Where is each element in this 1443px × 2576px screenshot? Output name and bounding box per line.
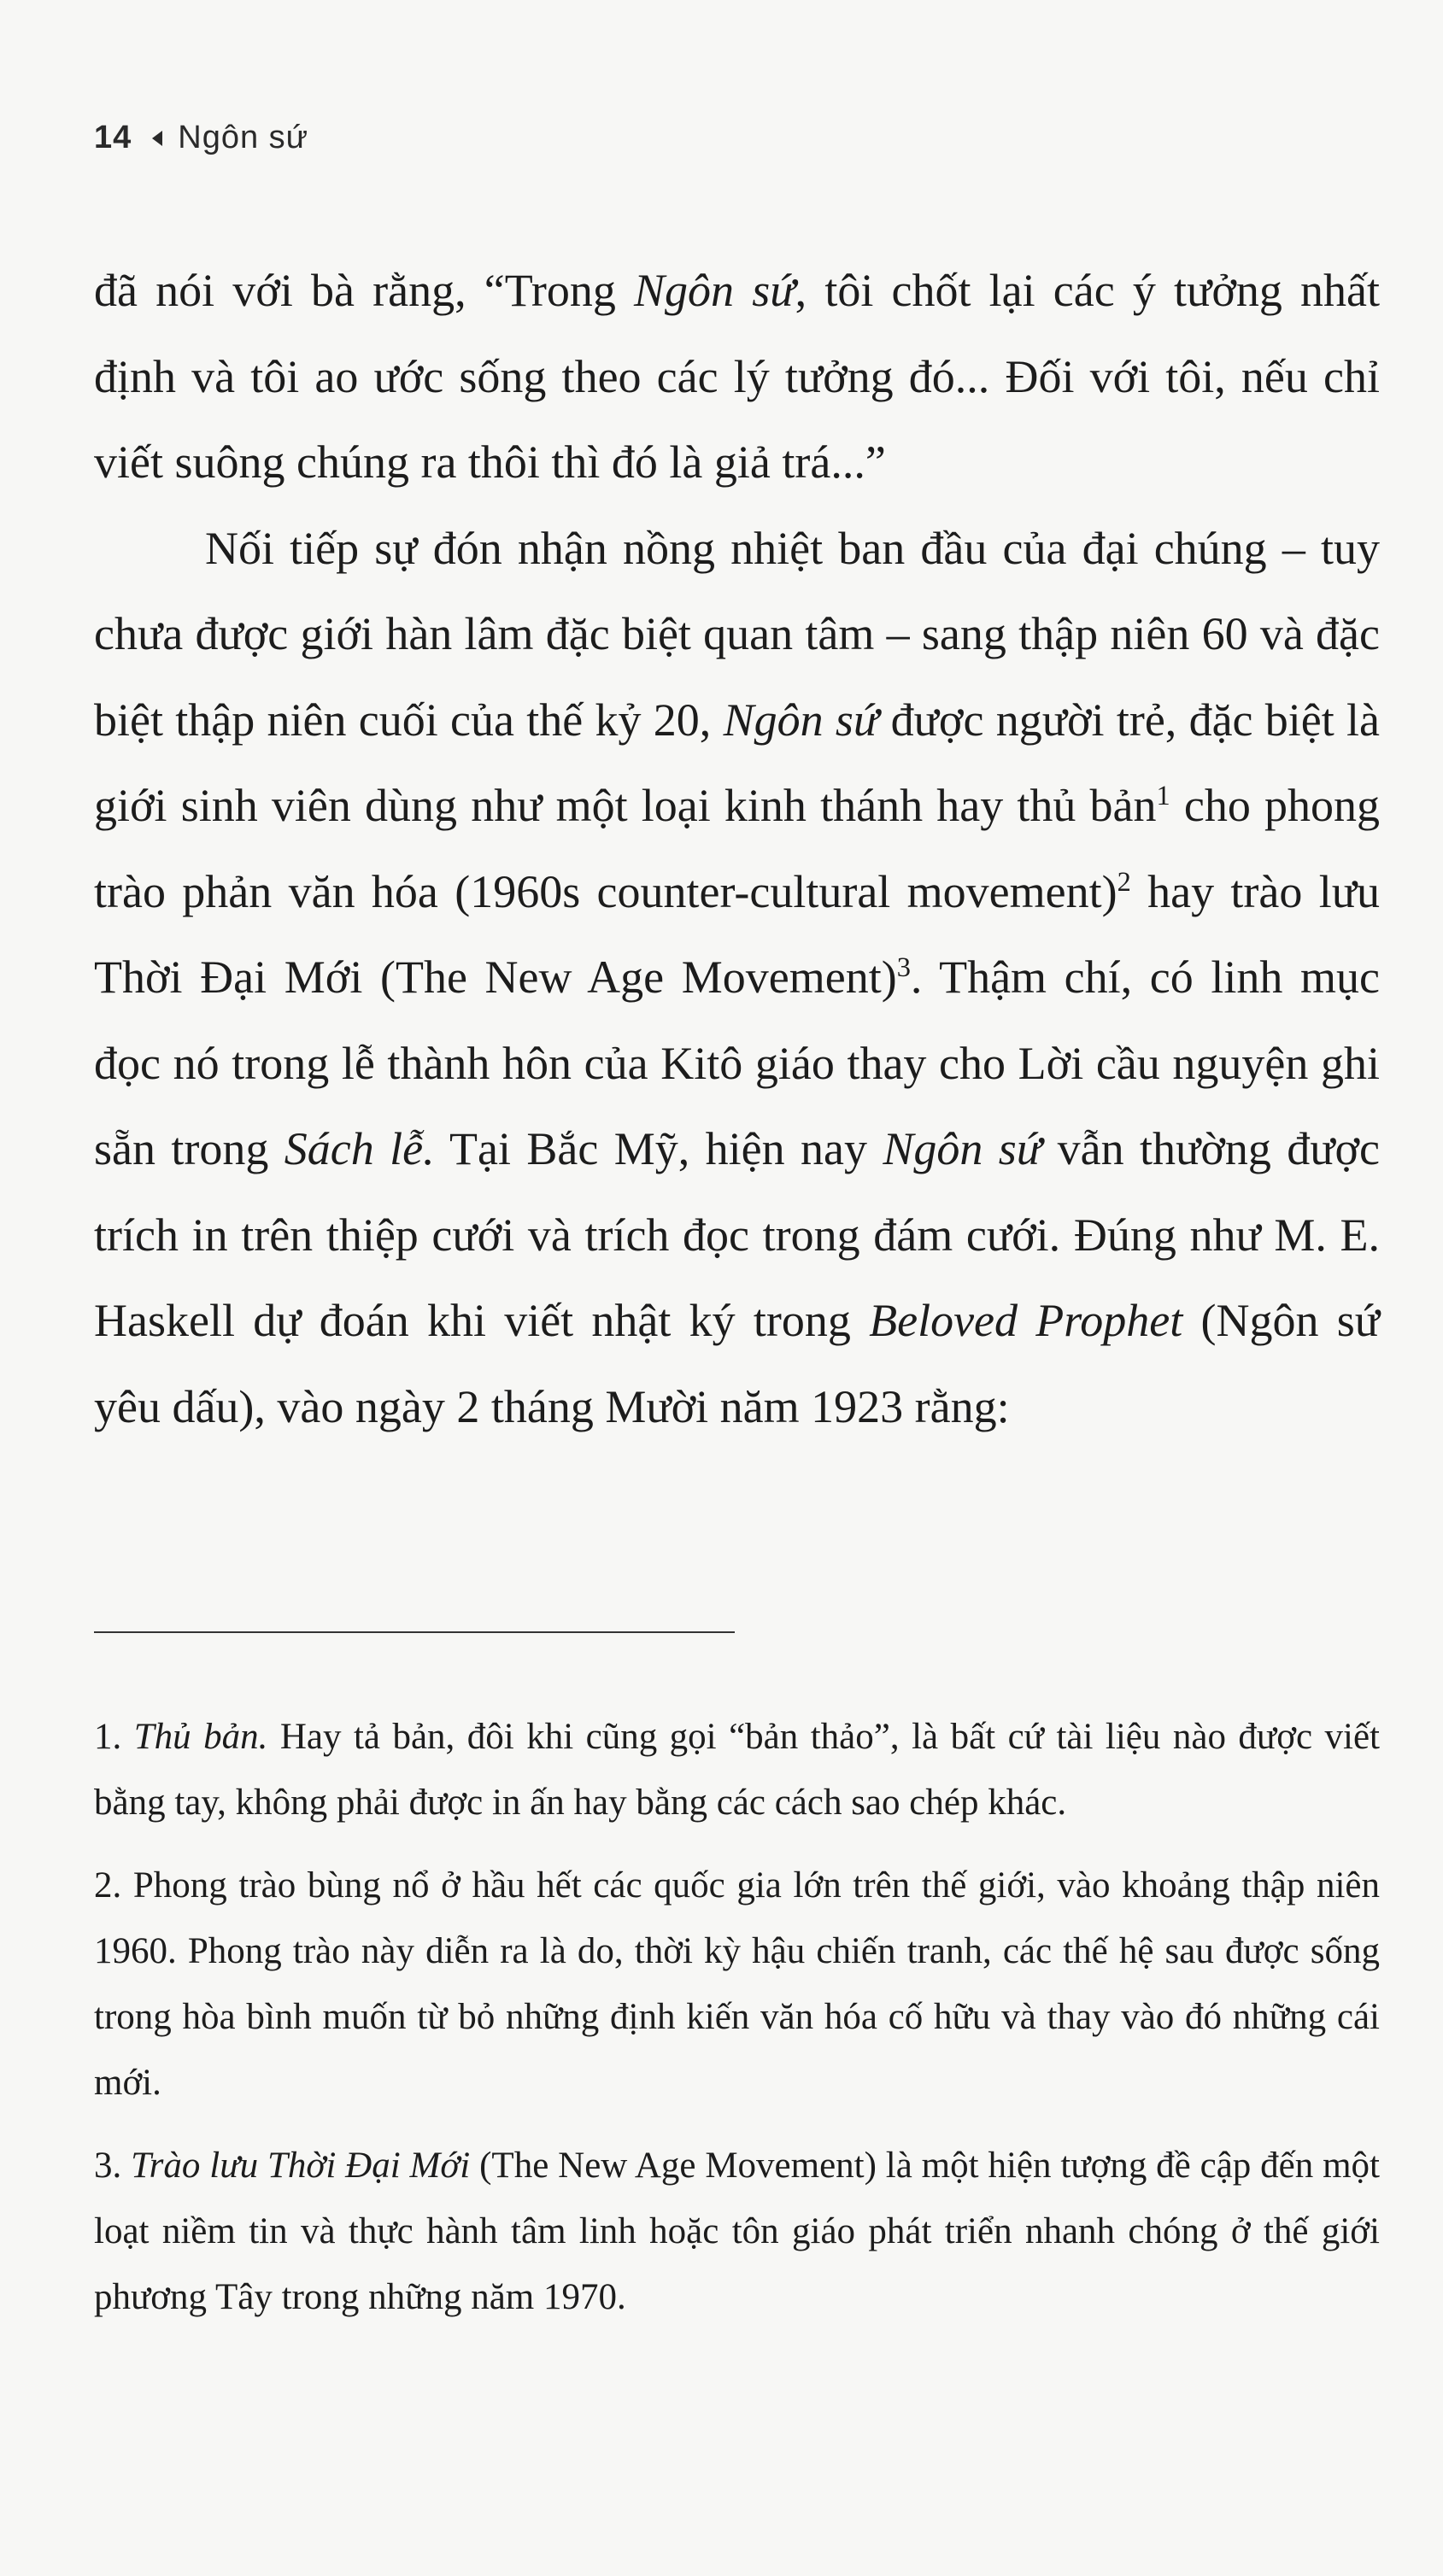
running-title: Ngôn sứ [178,120,309,155]
footnote-1: 1. Thủ bản. Hay tả bản, đôi khi cũng gọi “bản thảo”, là bất cứ tài liệu nào được viết bằng tay, không phải được in ấn hay bằng các cách sao chép khác. [94,1717,1380,1823]
footnote-2: 2. Phong trào bùng nổ ở hầu hết các quốc gia lớn trên thế giới, vào khoảng thập niên 1960. Phong trào này diễn ra là do, thời kỳ hậu chiến tranh, các thế hệ sau được sống trong hòa bình muốn từ bỏ những định kiến văn hóa cố hữu và thay vào đó những cái mới. [94,1865,1380,2103]
footnote-ref-1: 1 [1156,781,1170,811]
paragraph-1: đã nói với bà rằng, “Trong Ngôn sứ, tôi chốt lại các ý tưởng nhất định và tôi ao ước sống theo các lý tưởng đó... Đối với tôi, nếu chỉ viết suông chúng ra thôi thì đó là giả trá...” [94,265,1381,488]
footnotes [94,1704,1380,2347]
footnote-ref-2: 2 [1117,866,1131,898]
footnote-3: 3. Trào lưu Thời Đại Mới (The New Age Movement) là một hiện tượng đề cập đến một loạt niềm tin và thực hành tâm linh hoặc tôn giáo phát triển nhanh chóng ở thế giới phương Tây trong những năm 1970. [94,2146,1380,2317]
page-number: 14 [94,120,132,155]
paragraph-2: Nối tiếp sự đón nhận nồng nhiệt ban đầu của đại chúng – tuy chưa được giới hàn lâm đặc biệt quan tâm – sang thập niên 60 và đặc biệt thập niên cuối của thế kỷ 20, Ngôn sứ được người trẻ, đặc biệt là giới sinh viên dùng như một loại kinh thánh hay thủ bản$^1$ cho phong trào phản văn hóa (1960s counter-cultural movement)$^2$ hay trào lưu Thời Đại Mới (The New Age Movement)$^3$. Thậm chí, có linh mục đọc nó trong lễ thành hôn của Kitô giáo thay cho Lời cầu nguyện ghi sẵn trong Sách lễ. Tại Bắc Mỹ, hiện nay Ngôn sứ vẫn thường được trích in trên thiệp cưới và trích đọc trong đám cưới. Đúng như M. E. Haskell dự đoán khi viết nhật ký trong Beloved Prophet (Ngôn sứ yêu dấu), vào ngày 2 tháng Mười năm 1923 rằng: [94,522,1381,1432]
footnote-ref-3: 3 [896,952,911,983]
footnote-divider [94,1631,735,1633]
body-text [94,248,1380,1449]
running-header [94,120,308,156]
triangle-left-icon [152,131,162,146]
